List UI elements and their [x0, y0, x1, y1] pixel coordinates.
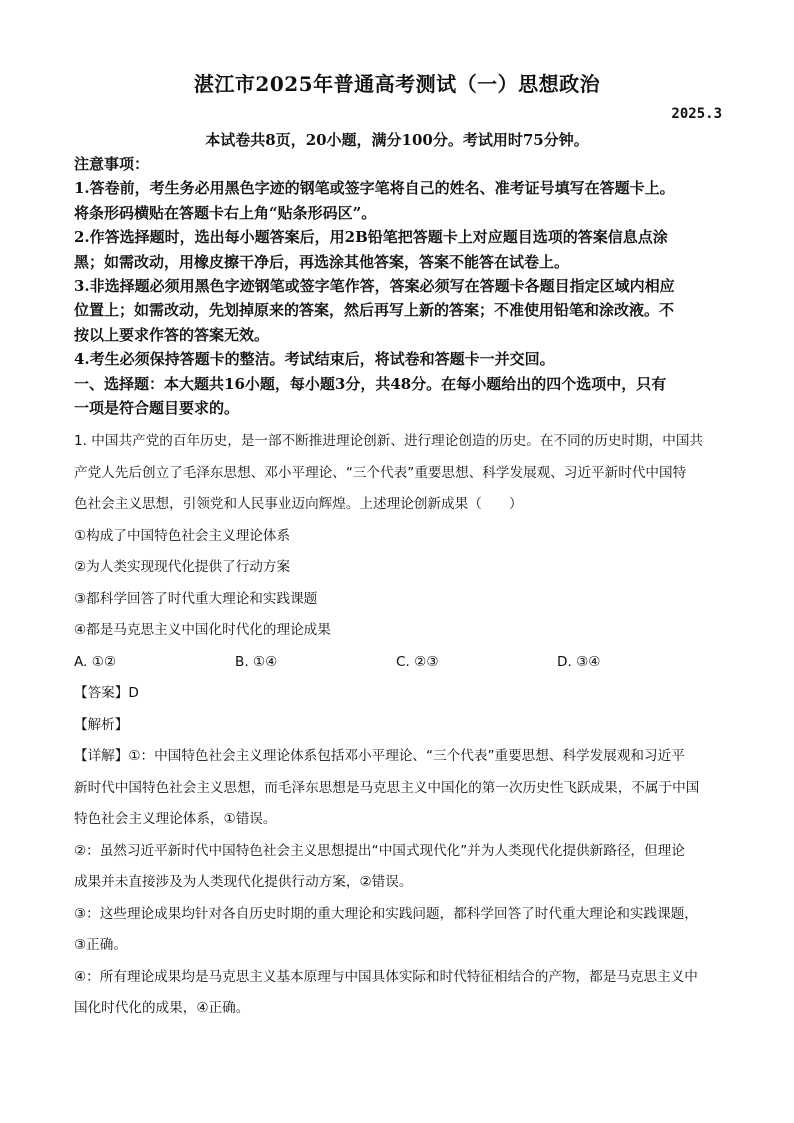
answer-options [74, 647, 724, 679]
statement-1: ①构成了中国特色社会主义理论体系 [74, 527, 291, 544]
explanation-line: ③：这些理论成果均针对各自历史时期的重大理论和实践问题，都科学回答了时代重大理论和实践课题， [74, 905, 698, 922]
exam-date: 2025.3 [671, 106, 722, 122]
section-heading: 一、选择题：本大题共16小题，每小题3分，共48分。在每小题给出的四个选项中，只有 [74, 374, 667, 393]
instruction-line: 1.答卷前，考生务必用黑色字迹的钢笔或签字笔将自己的姓名、准考证号填写在答题卡上。 [74, 179, 675, 198]
page-title: 湛江市2025年普通高考测试（一）思想政治 [193, 72, 601, 96]
instruction-line: 按以上要求作答的答案无效。 [74, 325, 270, 344]
instruction-line: 2.作答选择题时，选出每小题答案后，用2B铅笔把答题卡上对应题目选项的答案信息点涂 [74, 228, 668, 247]
explanation-line: ④：所有理论成果均是马克思主义基本原理与中国具体实际和时代特征相结合的产物，都是马克思主义中 [74, 968, 698, 985]
question-block [74, 426, 724, 1025]
instructions-block [74, 152, 724, 420]
explanation-line: ③正确。 [74, 937, 127, 953]
instruction-line: 3.非选择题必须用黑色字迹钢笔或签字笔作答，答案必须写在答题卡各题目指定区域内相应 [74, 277, 675, 296]
option-d: D. ③④ [557, 653, 601, 670]
instruction-line: 黑；如需改动，用橡皮擦干净后，再选涂其他答案，答案不能答在试卷上。 [74, 252, 570, 271]
statement-2: ②为人类实现现代化提供了行动方案 [74, 559, 291, 575]
section-heading: 一项是符合题目要求的。 [74, 399, 240, 418]
explanation-line: 特色社会主义理论体系，①错误。 [74, 811, 277, 827]
statement-3: ③都科学回答了时代重大理论和实践课题 [74, 590, 318, 607]
answer-label: 【答案】D [74, 685, 139, 701]
instruction-line: 位置上；如需改动，先划掉原来的答案，然后再写上新的答案；不准使用铅笔和涂改液。不 [74, 301, 675, 320]
analysis-label: 【解析】 [74, 716, 129, 733]
exam-info-line: 本试卷共8页，20小题，满分100分。考试用时75分钟。 [205, 131, 589, 149]
explanation-line: 新时代中国特色社会主义思想，而毛泽东思想是马克思主义中国化的第一次历史性飞跃成果，不属于中国 [74, 779, 700, 796]
option-b: B. ①④ [235, 653, 278, 670]
question-stem-line: 色社会主义思想，引领党和人民事业迈向辉煌。上述理论创新成果（ ） [74, 496, 523, 512]
instructions-heading: 注意事项： [74, 155, 150, 173]
explanation-line: ②：虽然习近平新时代中国特色社会主义思想提出“中国式现代化”并为人类现代化提供新路径，但理论 [74, 842, 685, 859]
explanation-line: 国化时代化的成果，④正确。 [74, 1000, 250, 1016]
instruction-line: 4.考生必须保持答题卡的整洁。考试结束后，将试卷和答题卡一并交回。 [74, 350, 555, 369]
statement-4: ④都是马克思主义中国化时代化的理论成果 [74, 622, 331, 638]
explanation-line: 成果并未直接涉及为人类现代化提供行动方案，②错误。 [74, 874, 413, 890]
question-stem-line: 1. 中国共产党的百年历史，是一部不断推进理论创新、进行理论创造的历史。在不同的历史时期，中国共 [74, 433, 704, 449]
explanation-line: 【详解】①：中国特色社会主义理论体系包括邓小平理论、“三个代表”重要思想、科学发展观和习近平 [74, 748, 685, 764]
option-a: A. ①② [74, 653, 117, 670]
option-c: C. ②③ [396, 653, 439, 670]
instruction-line: 将条形码横贴在答题卡右上角“贴条形码区”。 [74, 203, 377, 222]
question-stem-line: 产党人先后创立了毛泽东思想、邓小平理论、“三个代表”重要思想、科学发展观、习近平新时代中国特 [74, 464, 687, 481]
